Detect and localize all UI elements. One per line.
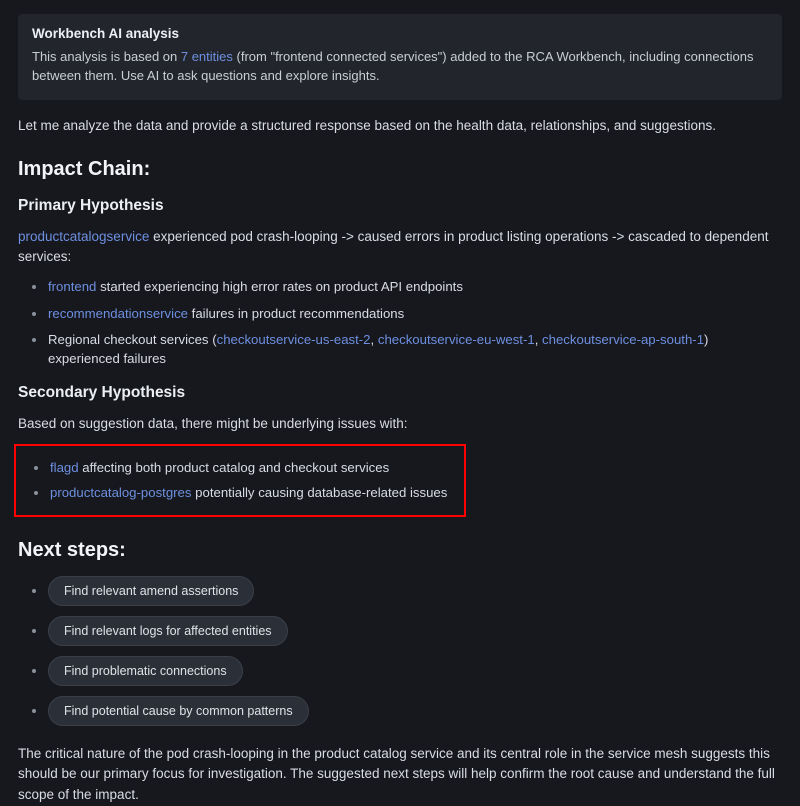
list-item-text: affecting both product catalog and checkout services [78, 460, 390, 476]
secondary-hypothesis-lead: Based on suggestion data, there might be underlying issues with: [18, 416, 408, 431]
list-item [28, 304, 782, 323]
separator-2: , [534, 331, 543, 347]
primary-hypothesis-lead-text: experienced pod crash-looping -> caused errors in product listing operations -> cascaded to dependent services: [18, 228, 769, 265]
list-item-text: failures in product recommendations [188, 305, 405, 321]
regional-prefix: Regional checkout services ( [48, 331, 217, 347]
checkoutservice-eu-west-1-link[interactable]: checkoutservice-eu-west-1 [377, 331, 535, 347]
regional-suffix: ) experienced failures [48, 331, 709, 366]
entities-link[interactable]: 7 entities [180, 49, 233, 64]
list-item [28, 696, 782, 726]
recommendationservice-link[interactable]: recommendationservice [48, 305, 188, 321]
next-steps-heading: Next steps: [18, 538, 126, 561]
list-item-text: potentially causing database-related issues [191, 485, 448, 501]
productcatalogservice-link[interactable]: productcatalogservice [18, 228, 150, 244]
list-item-text: started experiencing high error rates on product API endpoints [96, 279, 463, 295]
highlighted-region [14, 444, 466, 516]
list-item [28, 277, 782, 296]
primary-hypothesis-lead [18, 227, 782, 268]
checkoutservice-ap-south-1-link[interactable]: checkoutservice-ap-south-1 [542, 331, 705, 347]
workbench-ai-analysis-banner [18, 14, 782, 100]
secondary-hypothesis-list [20, 458, 460, 502]
banner-description [32, 48, 768, 86]
list-item [28, 576, 782, 606]
flagd-link[interactable]: flagd [50, 460, 79, 476]
checkoutservice-us-east-2-link[interactable]: checkoutservice-us-east-2 [216, 331, 371, 347]
productcatalog-postgres-link[interactable]: productcatalog-postgres [50, 485, 192, 501]
secondary-hypothesis-heading: Secondary Hypothesis [18, 384, 186, 401]
list-item [28, 330, 782, 368]
banner-title: Workbench AI analysis [32, 26, 180, 41]
next-steps-list [18, 576, 782, 726]
intro-paragraph: Let me analyze the data and provide a structured response based on the health data, relationships, and suggestions. [18, 117, 716, 133]
frontend-link[interactable]: frontend [48, 279, 97, 295]
list-item [30, 458, 460, 477]
list-item [28, 616, 782, 646]
suggestion-chip-problematic-connections[interactable]: Find problematic connections [48, 656, 243, 686]
suggestion-chip-relevant-logs[interactable]: Find relevant logs for affected entities [48, 616, 288, 646]
list-item [30, 483, 460, 502]
banner-text-before: This analysis is based on [32, 49, 181, 64]
closing-paragraph: The critical nature of the pod crash-looping in the product catalog service and its central role in the service mesh suggests this should be our primary focus for investigation. The suggested next steps will help confirm the root cause and understand the full scope of the impact. [18, 745, 775, 803]
banner-text-after: (from "frontend connected services") added to the RCA Workbench, including connections between them. Use AI to ask questions and explore insights. [32, 49, 754, 83]
primary-hypothesis-heading: Primary Hypothesis [18, 196, 164, 214]
primary-hypothesis-list [18, 277, 782, 368]
list-item [28, 656, 782, 686]
suggestion-chip-amend-assertions[interactable]: Find relevant amend assertions [48, 576, 254, 606]
suggestion-chip-common-patterns[interactable]: Find potential cause by common patterns [48, 696, 309, 726]
separator-1: , [370, 331, 378, 347]
impact-chain-heading: Impact Chain: [18, 157, 151, 180]
